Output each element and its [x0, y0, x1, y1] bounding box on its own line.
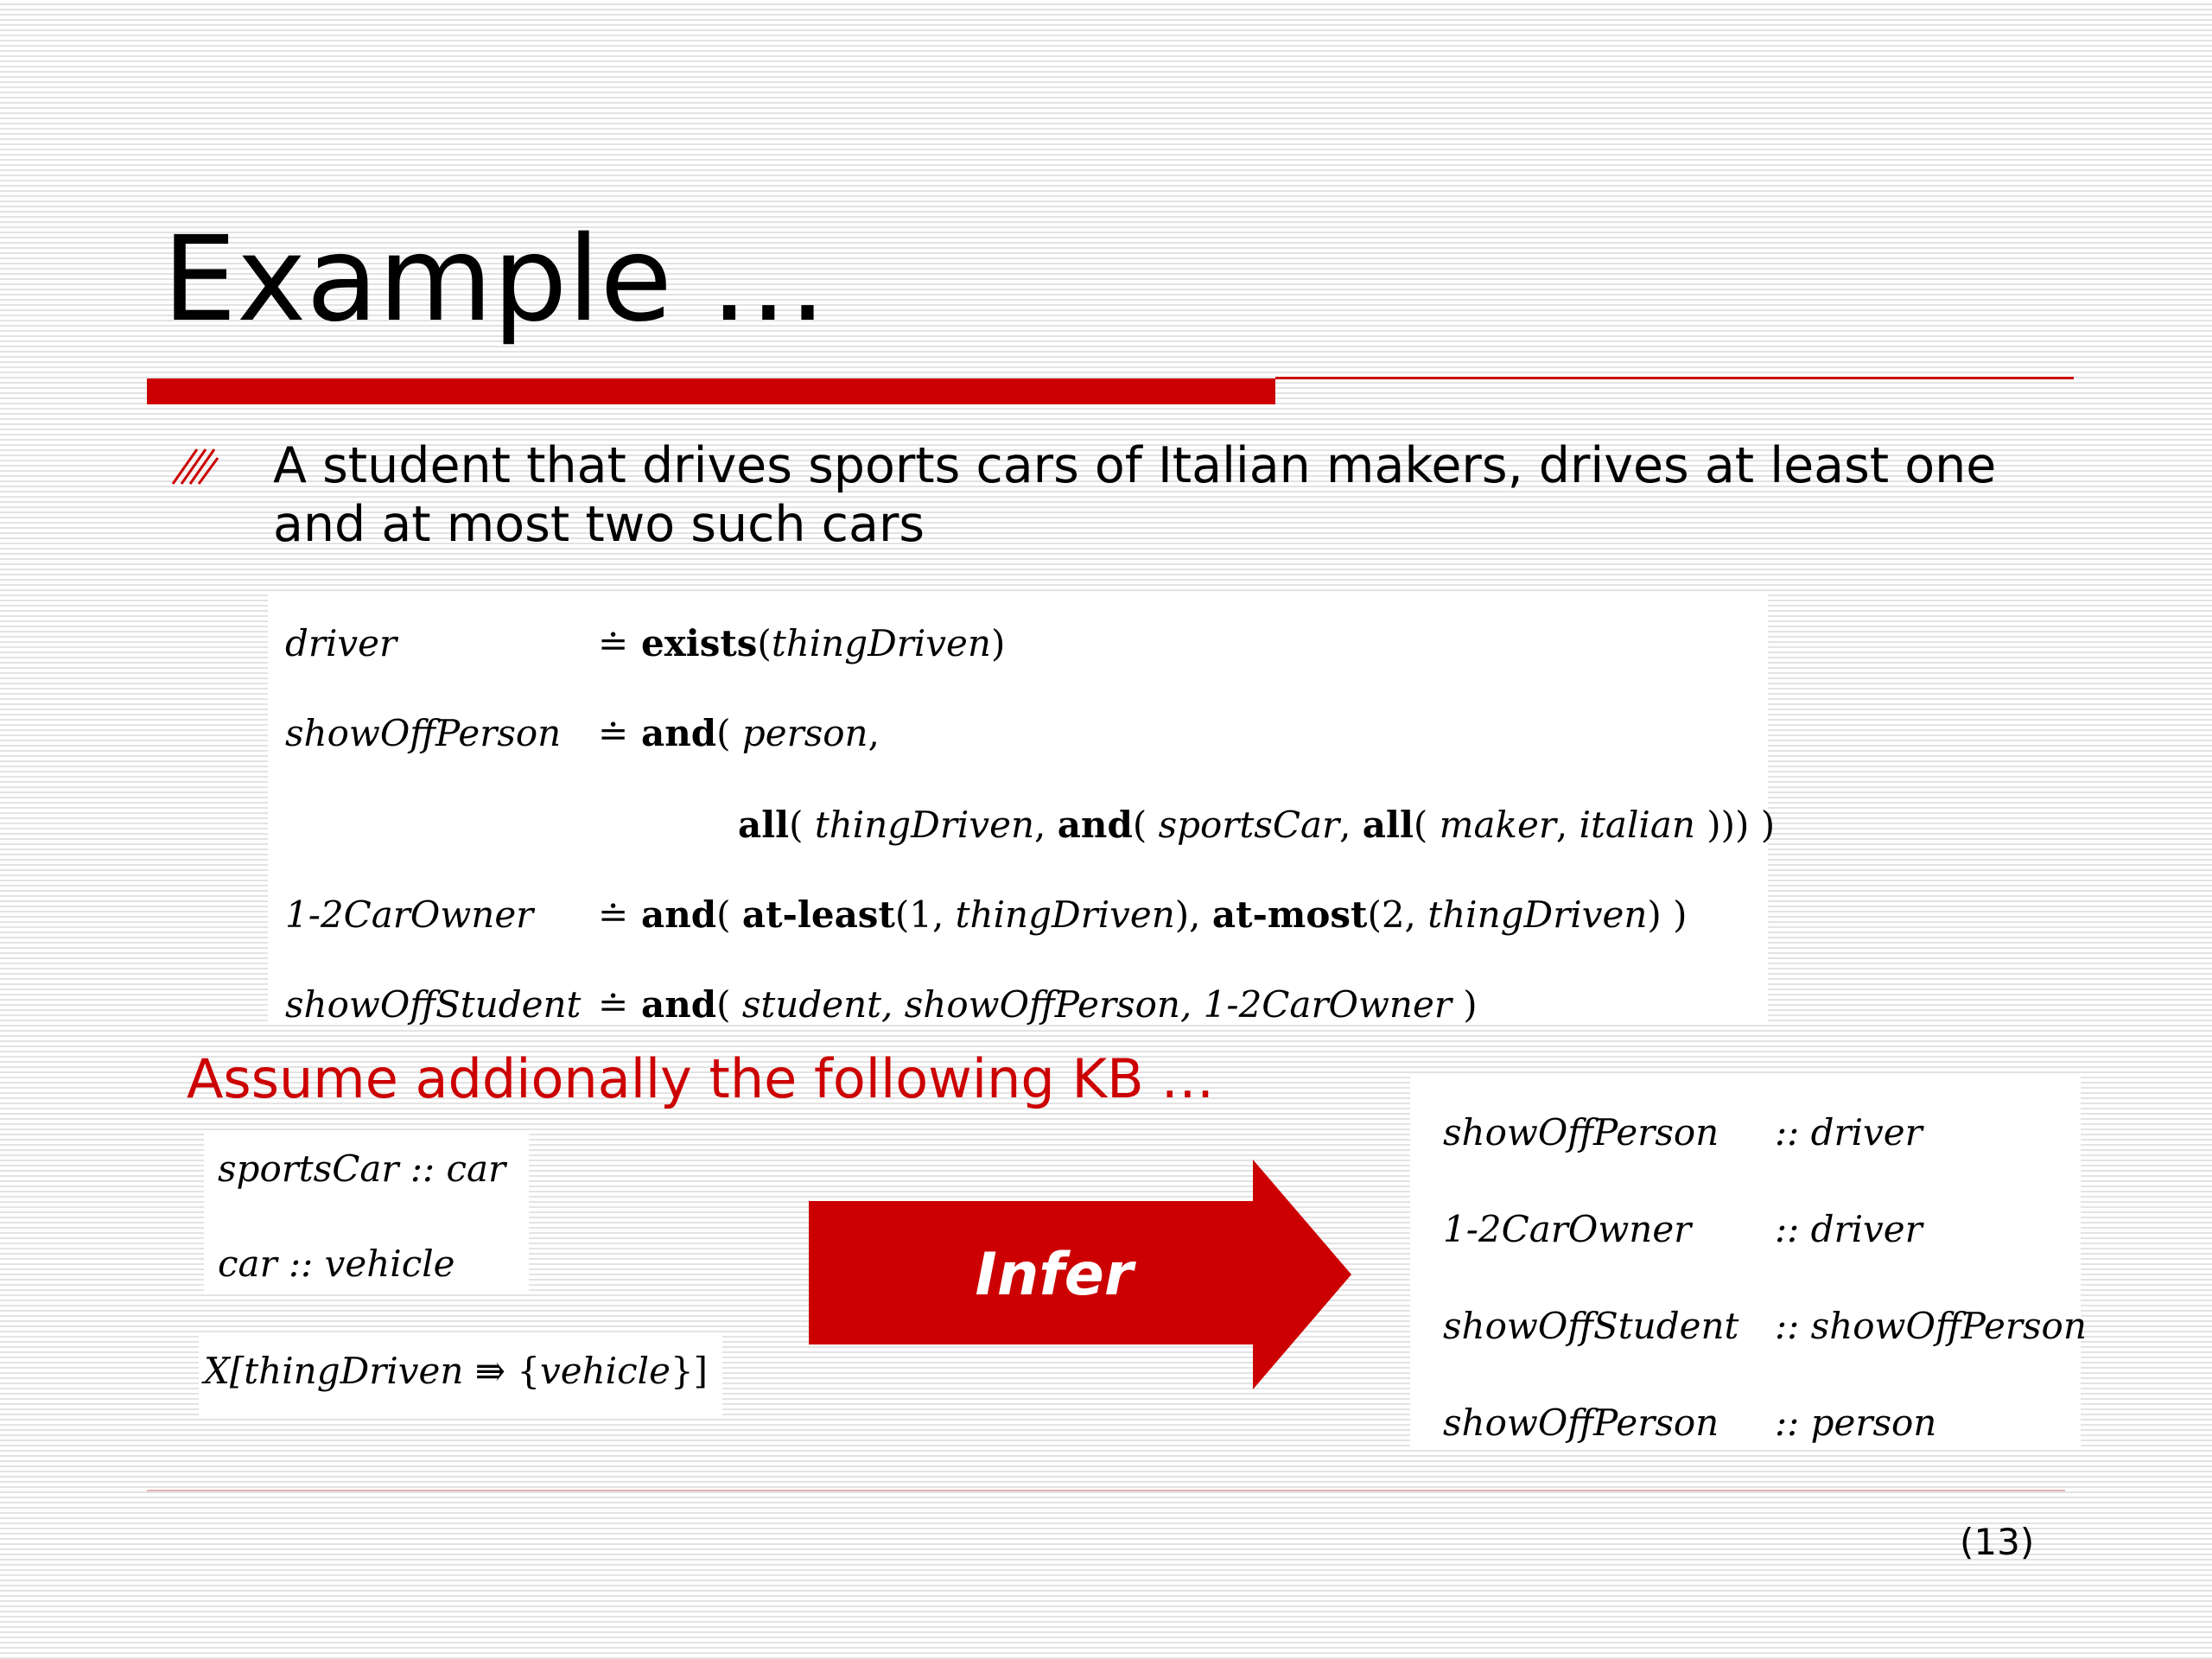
- definition-showoffstudent: [285, 978, 1478, 1030]
- definition-lhs: showOffStudent: [285, 982, 582, 1026]
- slide-title: Example …: [162, 212, 828, 348]
- result-right: :: person: [1775, 1401, 1937, 1444]
- comma: ,: [1339, 803, 1363, 846]
- kb-signature-box: [199, 1332, 722, 1415]
- result-left: showOffPerson: [1443, 1110, 1719, 1154]
- role-name: maker: [1439, 803, 1556, 846]
- result-right: :: driver: [1775, 1110, 1923, 1154]
- result-left: showOffPerson: [1443, 1401, 1719, 1444]
- kb-statement: car :: vehicle: [218, 1243, 455, 1285]
- keyword: and: [641, 893, 717, 936]
- role-name: thingDriven: [1427, 893, 1648, 936]
- result-row: [1443, 1300, 2087, 1351]
- kb-signature: [204, 1350, 708, 1392]
- paren: ): [1451, 982, 1478, 1026]
- paren: }]: [670, 1350, 709, 1392]
- kb-statement: sportsCar :: car: [218, 1147, 506, 1190]
- paren: (: [1413, 803, 1440, 846]
- paren: (: [757, 621, 772, 664]
- paren: ) ): [1647, 893, 1688, 936]
- definitions-box: [268, 594, 1776, 1026]
- keyword: all: [1362, 803, 1414, 846]
- bullet-text: A student that drives sports cars of Italian makers, drives at least one and at most two such cars: [273, 437, 1997, 553]
- keyword: at-most: [1211, 893, 1368, 936]
- paren: ))) ): [1694, 803, 1776, 846]
- definition-symbol: ≐: [598, 621, 629, 664]
- paren: ),: [1174, 893, 1212, 936]
- role-name: thingDriven: [244, 1350, 464, 1392]
- result-right: :: showOffPerson: [1775, 1304, 2087, 1347]
- keyword: all: [738, 803, 790, 846]
- footer-rule: [147, 1490, 2065, 1491]
- result-row: [1443, 1203, 1923, 1255]
- role-name: thingDriven: [771, 621, 991, 664]
- inferred-results-box: [1410, 1075, 2087, 1446]
- keyword: and: [641, 711, 717, 754]
- keyword: exists: [641, 621, 758, 664]
- definition-symbol: ≐: [598, 711, 629, 754]
- concept-name: sportsCar: [1158, 803, 1340, 846]
- definition-continuation: [738, 798, 1775, 850]
- hatched-bullet-icon: [168, 444, 219, 487]
- role-name: thingDriven: [955, 893, 1175, 936]
- keyword: and: [1057, 803, 1133, 846]
- comma: ,: [1034, 803, 1058, 846]
- paren: (: [1132, 803, 1159, 846]
- paren: (1,: [894, 893, 956, 936]
- keyword: at-least: [741, 893, 895, 936]
- definition-symbol: ≐: [598, 893, 629, 936]
- definition-symbol: ≐: [598, 982, 629, 1026]
- page-number: (13): [1960, 1521, 2035, 1563]
- title-underline-thick: [147, 378, 1275, 404]
- result-right: :: driver: [1775, 1207, 1923, 1250]
- concept-name: person: [741, 711, 868, 754]
- paren: (: [716, 982, 742, 1026]
- signature-prefix: X[: [204, 1350, 245, 1392]
- paren: (: [716, 711, 742, 754]
- result-row: [1443, 1106, 1923, 1158]
- definition-1-2carowner: [285, 888, 1688, 940]
- paren: (: [789, 803, 815, 846]
- kb-box: [204, 1134, 529, 1293]
- definition-lhs: showOffPerson: [285, 711, 562, 754]
- role-name: thingDriven: [814, 803, 1034, 846]
- assume-heading: Assume addionally the following KB …: [187, 1047, 1215, 1110]
- signature-arrow: ⇛ {: [463, 1350, 541, 1392]
- result-left: 1-2CarOwner: [1443, 1207, 1692, 1250]
- definition-driver: [285, 617, 1005, 669]
- keyword: and: [641, 982, 717, 1026]
- concept-name: italian: [1579, 803, 1695, 846]
- definition-lhs: driver: [285, 621, 397, 664]
- definition-showoffperson: [285, 707, 880, 759]
- title-underline-thin: [1275, 377, 2074, 379]
- result-row: [1443, 1396, 1936, 1448]
- comma: ,: [1555, 803, 1580, 846]
- definition-lhs: 1-2CarOwner: [285, 893, 534, 936]
- result-left: showOffStudent: [1443, 1304, 1739, 1347]
- paren: (: [716, 893, 742, 936]
- comma: ,: [868, 711, 880, 754]
- infer-label: Infer: [975, 1241, 1134, 1309]
- concept-name: vehicle: [540, 1350, 671, 1392]
- concept-list: student, showOffPerson, 1-2CarOwner: [741, 982, 1452, 1026]
- paren: (2,: [1367, 893, 1428, 936]
- paren: ): [990, 621, 1006, 664]
